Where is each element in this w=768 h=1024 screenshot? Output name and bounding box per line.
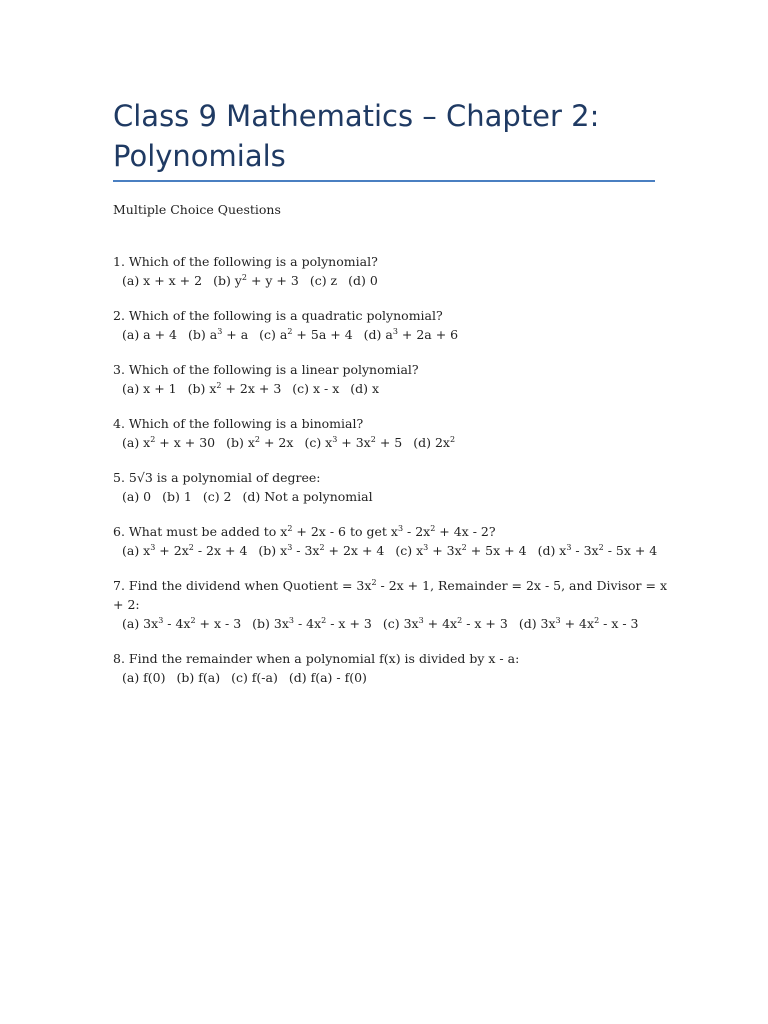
- answer-option: (b) $x^3 - 3x^2 + 2x + 4$: [258, 543, 385, 558]
- answer-option: (d) 0: [348, 273, 378, 288]
- answer-option: (a) a + 4: [122, 327, 178, 342]
- answer-option: (a) 0: [122, 489, 152, 504]
- answer-options: [113, 614, 673, 633]
- question-text: 3. Which of the following is a linear polynomial?: [113, 362, 419, 377]
- answer-option: (c) $x^3 + 3x^2 + 5x + 4$: [395, 543, 527, 558]
- answer-option: (a) x + 1: [122, 381, 177, 396]
- answer-option: (d) Not a polynomial: [242, 489, 373, 504]
- answer-option: (b) $3x^3 - 4x^2 - x + 3$: [252, 616, 372, 631]
- answer-option: (b) $y^2 + y + 3$: [213, 273, 299, 288]
- question-list: [113, 252, 673, 703]
- answer-options: [113, 325, 673, 344]
- answer-option: (a) $x^3 + 2x^2 - 2x + 4$: [122, 543, 248, 558]
- answer-option: (c) z: [309, 273, 338, 288]
- question-text: 7. Find the dividend when Quotient = $3x^2 - 2x + 1$, Remainder = 2x - 5, and Divisor = x + 2:: [113, 578, 667, 612]
- question-item: [113, 360, 673, 398]
- answer-options: [113, 668, 673, 687]
- answer-option: (d) $2x^2$: [413, 435, 456, 450]
- question-text: 1. Which of the following is a polynomial?: [113, 254, 378, 269]
- question-text: 2. Which of the following is a quadratic polynomial?: [113, 308, 443, 323]
- title-divider: [113, 180, 655, 182]
- question-text: 5. 5√3 is a polynomial of degree:: [113, 470, 321, 485]
- answer-option: (c) $3x^3 + 4x^2 - x + 3$: [382, 616, 508, 631]
- answer-option: (b) 1: [162, 489, 192, 504]
- answer-option: (d) $a^3 + 2a + 6$: [363, 327, 459, 342]
- answer-option: (b) $x^2 + 2x + 3$: [187, 381, 282, 396]
- answer-option: (d) f(a) - f(0): [288, 670, 367, 685]
- answer-option: (d) x: [350, 381, 380, 396]
- page-title: Class 9 Mathematics – Chapter 2: Polynomials: [113, 99, 600, 173]
- question-item: [113, 468, 673, 506]
- answer-option: (d) $3x^3 + 4x^2 - x - 3$: [518, 616, 639, 631]
- answer-option: (b) $a^3 + a$: [188, 327, 249, 342]
- answer-options: [113, 379, 673, 398]
- answer-options: [113, 271, 673, 290]
- answer-option: (b) f(a): [176, 670, 221, 685]
- answer-option: (c) 2: [202, 489, 232, 504]
- answer-options: [113, 541, 673, 560]
- question-item: [113, 252, 673, 290]
- answer-options: [113, 487, 673, 506]
- answer-option: (c) f(-a): [231, 670, 278, 685]
- answer-option: (c) x - x: [292, 381, 340, 396]
- answer-option: (d) $x^3 - 3x^2 - 5x + 4$: [537, 543, 658, 558]
- question-text: 4. Which of the following is a binomial?: [113, 416, 364, 431]
- question-item: [113, 649, 673, 687]
- answer-option: (a) $x^2 + x + 30$: [122, 435, 216, 450]
- answer-option: (c) $a^2 + 5a + 4$: [259, 327, 353, 342]
- question-text: 8. Find the remainder when a polynomial f(x) is divided by x - a:: [113, 651, 520, 666]
- answer-option: (c) $x^3 + 3x^2 + 5$: [304, 435, 403, 450]
- question-item: [113, 414, 673, 452]
- question-item: [113, 576, 673, 633]
- question-item: [113, 306, 673, 344]
- answer-options: [113, 433, 673, 452]
- answer-option: (a) f(0): [122, 670, 166, 685]
- question-item: [113, 522, 673, 560]
- answer-option: (a) $3x^3 - 4x^2 + x - 3$: [122, 616, 242, 631]
- section-subtitle: Multiple Choice Questions: [113, 202, 281, 217]
- answer-option: (b) $x^2 + 2x$: [226, 435, 294, 450]
- question-text: 6. What must be added to $x^2 + 2x - 6$ to get $x^3 - 2x^2 + 4x - 2$?: [113, 524, 496, 539]
- answer-option: (a) x + x + 2: [122, 273, 203, 288]
